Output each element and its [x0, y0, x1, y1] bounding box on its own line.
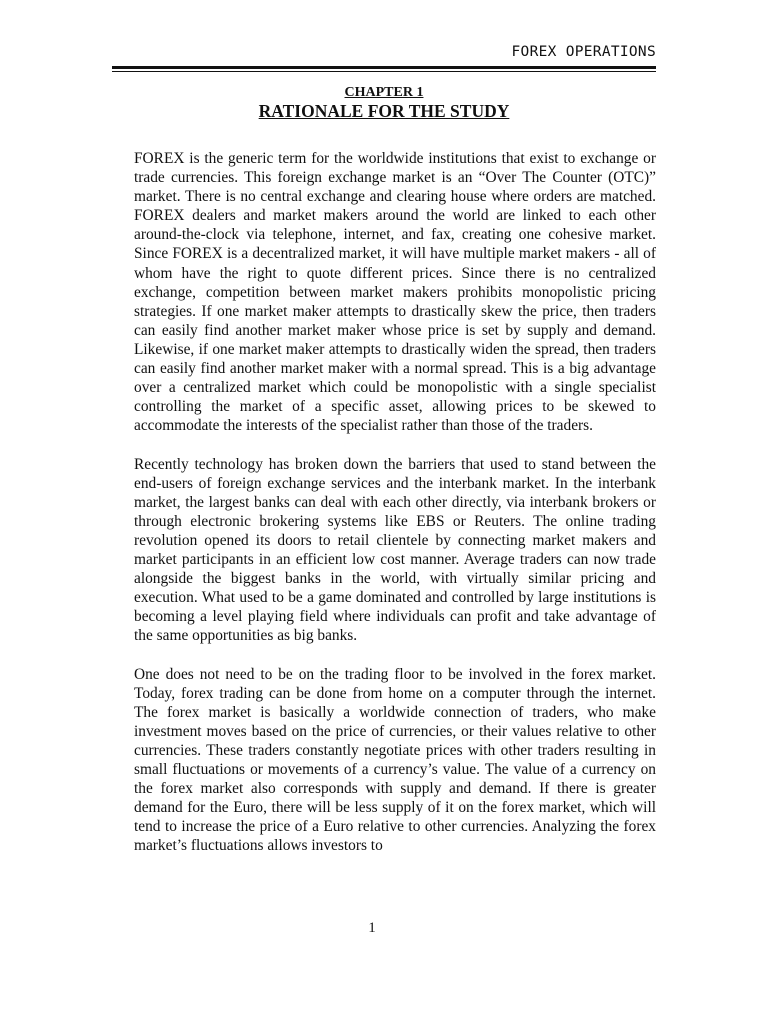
- header-rule-thick: [112, 66, 656, 69]
- body-text: [134, 149, 656, 875]
- paragraph-2: Recently technology has broken down the barriers that used to stand between the end-users of foreign exchange services and the interbank market. In the interbank market, the largest banks can deal with each other directly, via interbank brokers or through electronic brokering systems like EBS or Reuters. The online trading revolution opened its doors to retail clientele by connecting market makers and market participants in an efficient low cost manner. Average traders can now trade alongside the biggest banks in the world, with virtually similar pricing and execution. What used to be a game dominated and controlled by large institutions is becoming a level playing field where individuals can profit and take advantage of the same opportunities as big banks.: [134, 455, 656, 645]
- running-header: FOREX OPERATIONS: [511, 44, 656, 60]
- chapter-label: [0, 84, 768, 101]
- chapter-label-text: CHAPTER 1: [344, 85, 424, 100]
- header-rule-thin: [112, 71, 656, 72]
- paragraph-1: FOREX is the generic term for the worldwide institutions that exist to exchange or trade currencies. This foreign exchange market is an “Over The Counter (OTC)” market. There is no central exchange and clearing house where orders are matched. FOREX dealers and market makers around the world are linked to each other around-the-clock via telephone, internet, and fax, creating one cohesive market. Since FOREX is a decentralized market, it will have multiple market makers - all of whom have the right to quote different prices. Since there is no centralized exchange, competition between market makers prohibits monopolistic pricing strategies. If one market maker attempts to drastically skew the price, then traders can easily find another market maker whose price is set by supply and demand. Likewise, if one market maker attempts to drastically widen the spread, then traders can easily find another market maker with a normal spread. This is a big advantage over a centralized market which could be monopolistic with a single specialist controlling the market of a specific asset, allowing prices to be skewed to accommodate the interests of the specialist rather than those of the traders.: [134, 150, 656, 435]
- paragraph-3: One does not need to be on the trading floor to be involved in the forex market. Today, forex trading can be done from home on a computer through the internet. The forex market is basically a worldwide connection of traders, who make investment moves based on the price of currencies, or their values relative to other currencies. These traders constantly negotiate prices with other traders resulting in small fluctuations or movements of a currency’s value. The value of a currency on the forex market also corresponds with supply and demand. If there is greater demand for the Euro, there will be less supply of it on the forex market, which will tend to increase the price of a Euro relative to other currencies. Analyzing the forex market’s fluctuations allows investors to: [134, 665, 656, 855]
- chapter-title-text: RATIONALE FOR THE STUDY: [258, 101, 510, 121]
- chapter-title: [0, 100, 768, 122]
- page-number: 1: [368, 920, 376, 936]
